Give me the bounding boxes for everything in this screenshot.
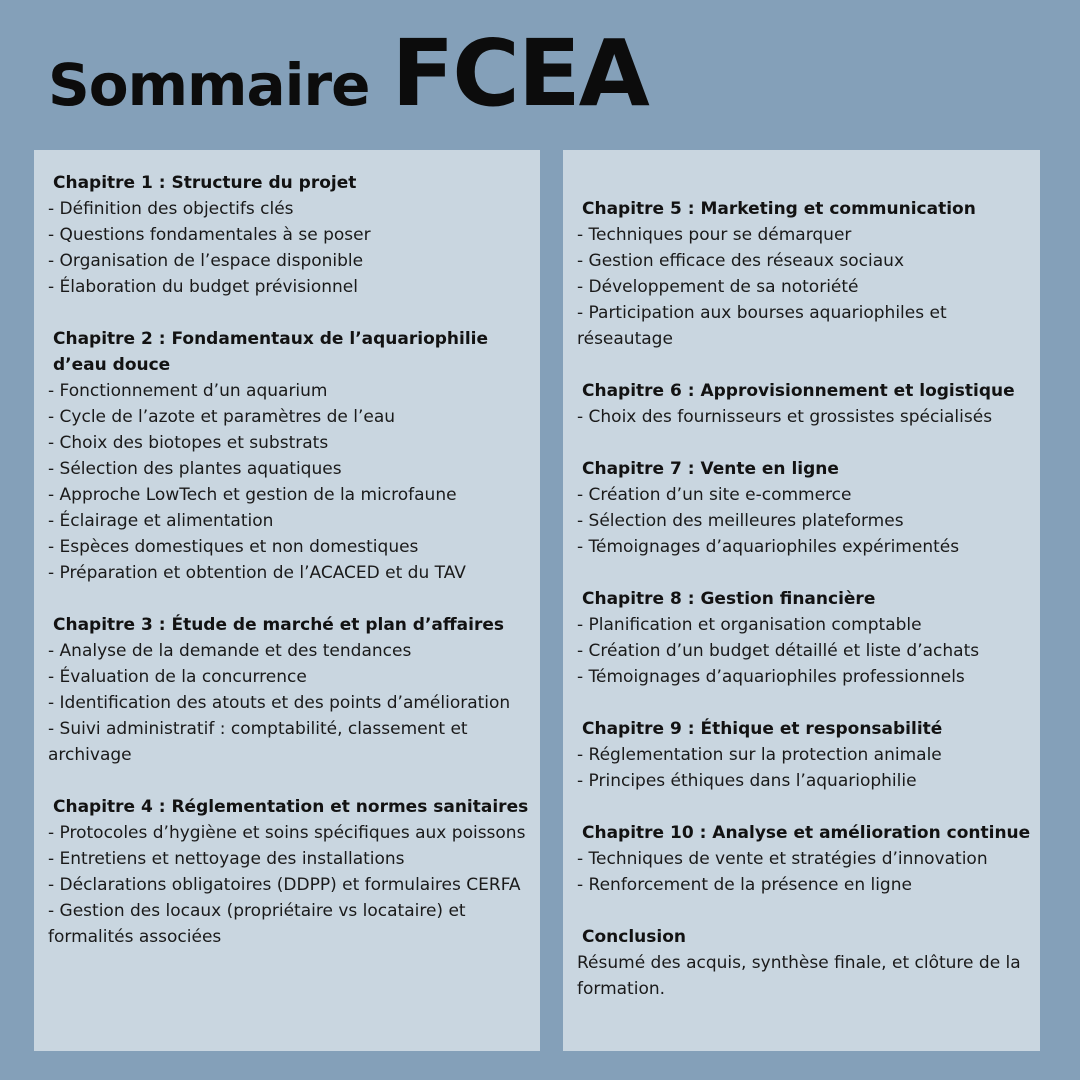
left-panel: [34, 150, 540, 1051]
chapter-item: - Sélection des plantes aquatiques: [48, 459, 342, 479]
chapter-title: Chapitre 9 : Éthique et responsabilité: [582, 719, 943, 739]
chapter-item: - Choix des fournisseurs et grossistes spécialisés: [577, 407, 993, 427]
chapter-title: Chapitre 5 : Marketing et communication: [582, 199, 976, 219]
chapter-item: - Cycle de l’azote et paramètres de l’eau: [48, 407, 396, 427]
chapter-item: - Témoignages d’aquariophiles expérimentés: [577, 537, 960, 557]
chapter-block: [577, 820, 1032, 898]
chapter-block: [577, 378, 1032, 430]
chapter-title: Chapitre 8 : Gestion financière: [582, 589, 876, 609]
chapter-item: - Gestion des locaux (propriétaire vs locataire) et formalités associées: [48, 901, 466, 947]
chapter-item: Résumé des acquis, synthèse finale, et clôture de la formation.: [577, 953, 1021, 999]
chapter-item: - Réglementation sur la protection animale: [577, 745, 942, 765]
chapter-title: Chapitre 2 : Fondamentaux de l’aquariophilie d’eau douce: [53, 329, 489, 375]
chapter-item: - Renforcement de la présence en ligne: [577, 875, 912, 895]
chapter-title: Chapitre 4 : Réglementation et normes sanitaires: [53, 797, 529, 817]
page-title: [48, 20, 648, 127]
chapter-block: [48, 794, 530, 950]
chapter-block: [577, 196, 1032, 352]
chapter-item: - Déclarations obligatoires (DDPP) et formulaires CERFA: [48, 875, 521, 895]
chapter-item: - Éclairage et alimentation: [48, 511, 274, 531]
chapter-block: [48, 170, 530, 300]
chapter-title: Conclusion: [582, 927, 686, 947]
chapter-title: Chapitre 6 : Approvisionnement et logistique: [582, 381, 1015, 401]
chapter-item: - Évaluation de la concurrence: [48, 667, 307, 687]
chapter-item: - Planification et organisation comptable: [577, 615, 922, 635]
chapter-item: - Principes éthiques dans l’aquariophilie: [577, 771, 917, 791]
chapter-item: - Choix des biotopes et substrats: [48, 433, 329, 453]
chapter-item: - Techniques de vente et stratégies d’innovation: [577, 849, 988, 869]
chapter-block: [577, 924, 1032, 1002]
chapter-title: Chapitre 3 : Étude de marché et plan d’affaires: [53, 615, 505, 635]
chapter-block: [577, 586, 1032, 690]
chapter-item: - Définition des objectifs clés: [48, 199, 294, 219]
chapter-item: - Développement de sa notoriété: [577, 277, 859, 297]
chapter-item: - Préparation et obtention de l’ACACED et du TAV: [48, 563, 466, 583]
chapter-item: - Élaboration du budget prévisionnel: [48, 277, 358, 297]
chapter-item: - Organisation de l’espace disponible: [48, 251, 364, 271]
right-panel: [563, 150, 1040, 1051]
chapter-item: - Gestion efficace des réseaux sociaux: [577, 251, 905, 271]
chapter-block: [48, 326, 530, 586]
chapter-item: - Création d’un budget détaillé et liste d’achats: [577, 641, 980, 661]
chapter-item: - Témoignages d’aquariophiles professionnels: [577, 667, 965, 687]
chapter-item: - Techniques pour se démarquer: [577, 225, 852, 245]
chapter-item: - Analyse de la demande et des tendances: [48, 641, 412, 661]
chapter-item: - Fonctionnement d’un aquarium: [48, 381, 328, 401]
title-sommaire: Sommaire: [48, 51, 370, 119]
chapter-item: - Espèces domestiques et non domestiques: [48, 537, 419, 557]
chapter-item: - Questions fondamentales à se poser: [48, 225, 371, 245]
chapter-title: Chapitre 7 : Vente en ligne: [582, 459, 839, 479]
chapter-block: [577, 716, 1032, 794]
chapter-title: Chapitre 1 : Structure du projet: [53, 173, 357, 193]
chapter-item: - Création d’un site e-commerce: [577, 485, 852, 505]
chapter-item: - Entretiens et nettoyage des installations: [48, 849, 405, 869]
chapter-item: - Sélection des meilleures plateformes: [577, 511, 904, 531]
chapter-item: - Identification des atouts et des points d’amélioration: [48, 693, 511, 713]
chapter-item: - Participation aux bourses aquariophiles et réseautage: [577, 303, 947, 349]
chapter-item: - Suivi administratif : comptabilité, classement et archivage: [48, 719, 468, 765]
chapter-title: Chapitre 10 : Analyse et amélioration continue: [582, 823, 1031, 843]
title-brand: FCEA: [391, 20, 648, 127]
chapter-block: [48, 612, 530, 768]
chapter-item: - Approche LowTech et gestion de la microfaune: [48, 485, 457, 505]
chapter-block: [577, 456, 1032, 560]
chapter-item: - Protocoles d’hygiène et soins spécifiques aux poissons: [48, 823, 526, 843]
